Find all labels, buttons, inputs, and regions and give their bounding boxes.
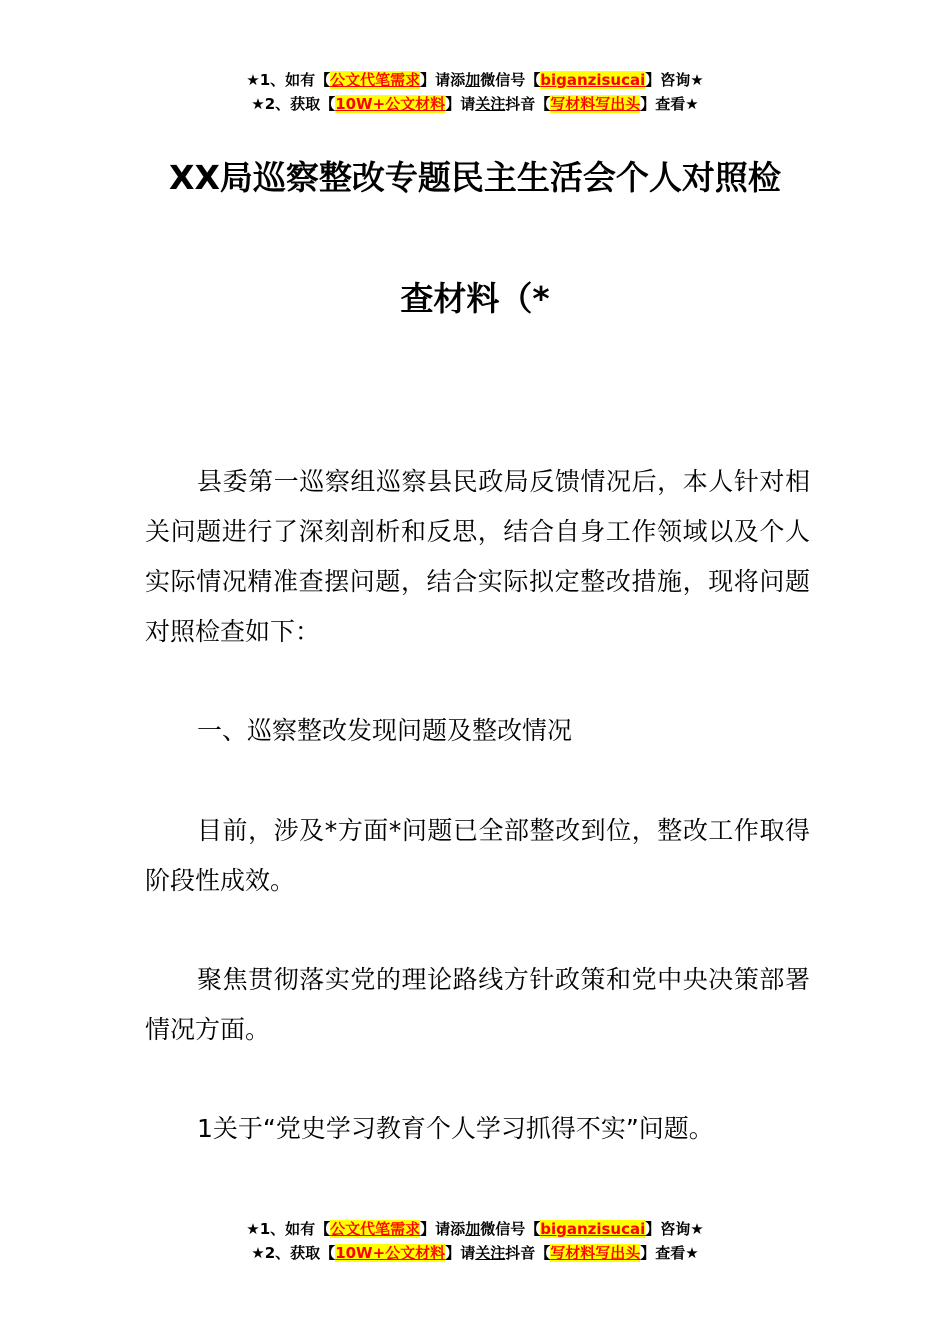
banner-text: 关注 [475, 95, 506, 113]
material-highlight: 10W+公文材料 [335, 1244, 446, 1262]
focus-paragraph: 聚焦贯彻落实党的理论路线方针政策和党中央决策部署情况方面。 [145, 965, 810, 1044]
douyin-highlight: 写材料写出头 [550, 1244, 641, 1262]
banner-text: 】查看★ [640, 95, 699, 113]
banner-text: ★1、如有【 [246, 71, 331, 89]
banner-text: 抖音【 [505, 1244, 551, 1262]
banner-text: 】请 [445, 1244, 476, 1262]
service-highlight: 公文代笔需求 [330, 1220, 421, 1238]
banner-text: 】请添 [420, 71, 466, 89]
issue-1-paragraph: 1关于“党史学习教育个人学习抓得不实”问题。 [197, 1114, 714, 1143]
banner-text: ★1、如有【 [246, 1220, 331, 1238]
banner-line-2 [0, 92, 950, 116]
wechat-id-highlight: biganzisucai [540, 1220, 646, 1238]
banner-text: 加 [465, 71, 481, 89]
banner-text: 抖音【 [505, 95, 551, 113]
status-paragraph: 目前，涉及*方面*问题已全部整改到位，整改工作取得阶段性成效。 [145, 816, 810, 895]
banner-text: 加 [465, 1220, 481, 1238]
document-title-line-2: 查材料（* [400, 279, 550, 318]
banner-text: 】请 [445, 95, 476, 113]
document-title-line-1: XX局巡察整改专题民主生活会个人对照检 [169, 158, 781, 197]
wechat-id-highlight: biganzisucai [540, 71, 646, 89]
banner-text: ★2、获取【 [251, 1244, 336, 1262]
banner-text: 】咨询★ [645, 1220, 704, 1238]
top-banner [0, 68, 950, 116]
material-highlight: 10W+公文材料 [335, 95, 446, 113]
douyin-highlight: 写材料写出头 [550, 95, 641, 113]
banner-text: 】请添 [420, 1220, 466, 1238]
banner-text: 关注 [475, 1244, 506, 1262]
banner-text: 微信号【 [480, 71, 541, 89]
intro-paragraph: 县委第一巡察组巡察县民政局反馈情况后，本人针对相关问题进行了深刻剖析和反思，结合自身工作领域以及个人实际情况精准查摆问题，结合实际拟定整改措施，现将问题对照检查如下： [145, 467, 810, 646]
bottom-banner [0, 1217, 950, 1265]
service-highlight: 公文代笔需求 [330, 71, 421, 89]
banner-text: 】查看★ [640, 1244, 699, 1262]
banner-text: ★2、获取【 [251, 95, 336, 113]
banner-line-1 [0, 68, 950, 92]
section-heading-1: 一、巡察整改发现问题及整改情况 [197, 716, 573, 745]
banner-text: 】咨询★ [645, 71, 704, 89]
banner-line-2 [0, 1241, 950, 1265]
banner-line-1 [0, 1217, 950, 1241]
banner-text: 微信号【 [480, 1220, 541, 1238]
